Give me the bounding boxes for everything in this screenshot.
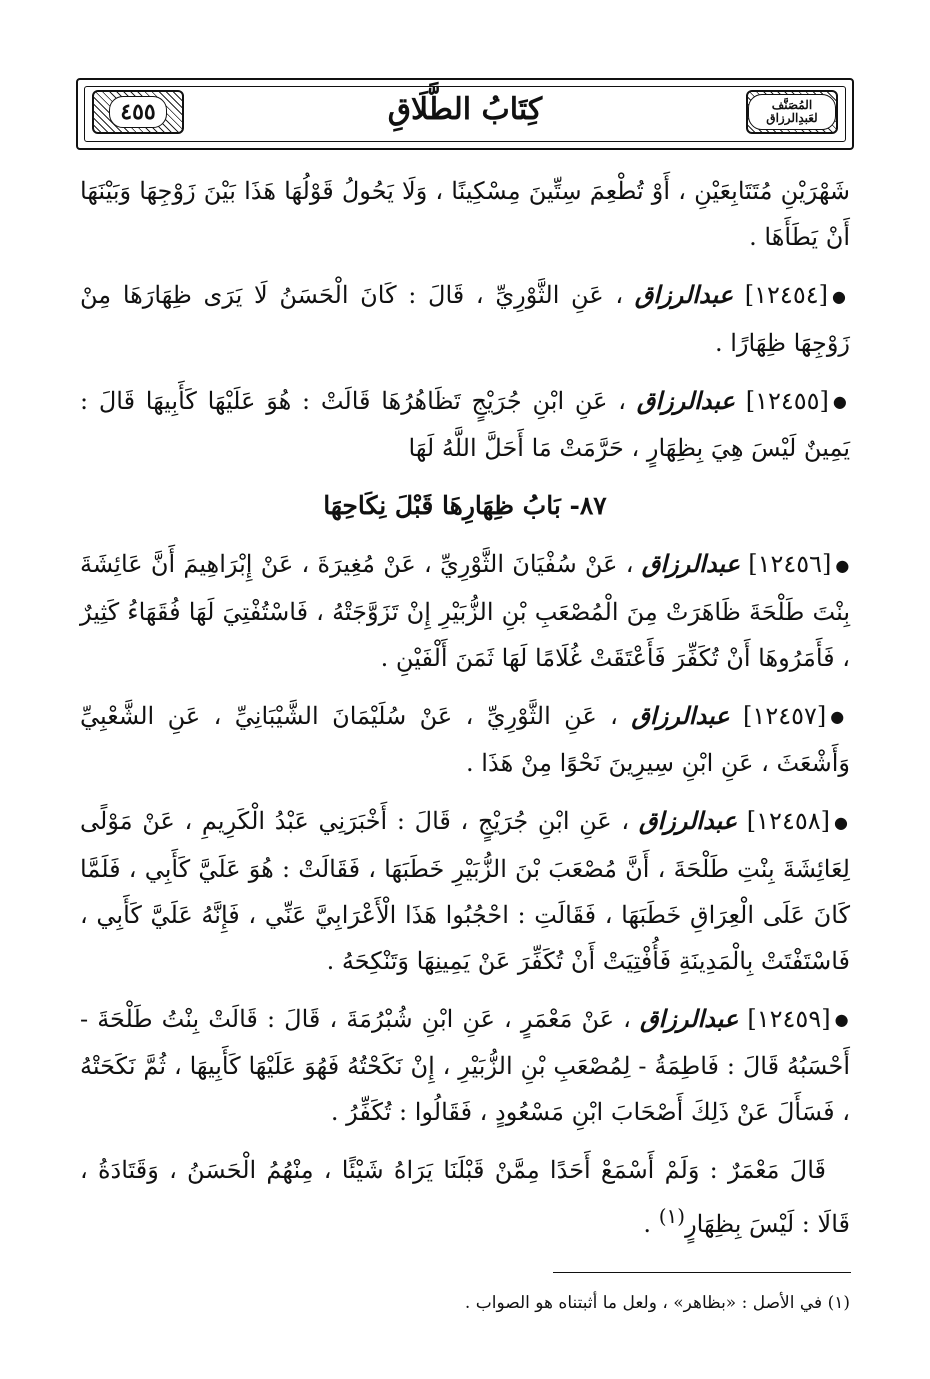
book-title: كِتَابُ الطَّلَاقِ xyxy=(387,92,543,127)
bullet-icon: ● xyxy=(831,286,850,306)
hadith-number: [١٢٤٥٦] xyxy=(748,550,832,578)
hadith-number: [١٢٤٥٧] xyxy=(743,701,827,730)
hadith-text: ، عَنِ الثَّوْرِيِّ ، قَالَ : كَانَ الْحَسَنُ لَا يَرَى ظِهَارَهَا مِنْ زَوْجِهَا ظِهَارًا . xyxy=(80,281,850,357)
book-badge: المُصَنَّف لعَبدِالرزاق xyxy=(748,94,836,130)
narrator-name: عبدالرزاق xyxy=(640,1003,739,1033)
bullet-icon: ● xyxy=(833,812,850,832)
hadith-12455 xyxy=(80,378,850,472)
closing-paragraph xyxy=(80,1147,850,1247)
main-text xyxy=(80,168,850,1259)
hadith-text: ، عَنِ ابْنِ جُرَيْجٍ ، قَالَ : أَخْبَرَنِي عَبْدُ الْكَرِيمِ ، عَنْ مَوْلًى لِعَائِشَةَ بِنْتِ طَلْحَةَ ، أَنَّ مُصْعَبَ بْنَ الزُّبَيْرِ خَطَبَهَا ، فَقَالَتْ : هُوَ عَلَيَّ كَأَبِي ، فَلَمَّا كَانَ عَلَى الْعِرَاقِ خَطَبَهَا ، فَقَالَتِ : احْجُبُوا هَذَا الْأَعْرَابِيَّ عَنِّي ، فَإِنَّهُ عَلَيَّ كَأَبِي ، فَاسْتَفْتَتْ بِالْمَدِينَةِ فَأُفْتِيَتْ أَنْ تُكَفِّرَ عَنْ يَمِينِهَا وَتَنْكِحَهُ . xyxy=(80,807,850,975)
closing-text: قَالَ مَعْمَرٌ : وَلَمْ أَسْمَعْ أَحَدًا مِمَّنْ قَبْلَنَا يَرَاهُ شَيْئًا ، مِنْهُمُ الْحَسَنُ ، وَقَتَادَةُ ، قَالَا : لَيْسَ بِظِهَارٍ xyxy=(80,1156,850,1238)
book-badge-ornament xyxy=(746,90,838,134)
narrator-name: عبدالرزاق xyxy=(638,806,738,835)
narrator-name: عبدالرزاق xyxy=(631,700,730,730)
hadith-12456 xyxy=(80,541,850,681)
hadith-12459 xyxy=(80,996,850,1136)
paragraph-text: شَهْرَيْنِ مُتَتَابِعَيْنِ ، أَوْ تُطْعِمَ سِتِّينَ مِسْكِينًا ، وَلَا يَحُولُ قَوْلُهَا هَذَا بَيْنَ زَوْجِهَا وَبَيْنَهَا أَنْ يَطَأَهَا . xyxy=(80,177,850,251)
hadith-12454 xyxy=(80,272,850,366)
footnote-divider xyxy=(553,1272,851,1273)
hadith-number: [١٢٤٥٩] xyxy=(747,1004,831,1033)
hadith-text: ، عَنِ ابْنِ جُرَيْجٍ تَظَاهُرُهَا قَالَتْ : هُوَ عَلَيْهَا كَأَبِيهَا قَالَ : يَمِينٌ لَيْسَ هِيَ بِظِهَارٍ ، حَرَّمَتْ مَا أَحَلَّ اللَّهُ لَهَا xyxy=(80,386,850,462)
footnote-marker: (١) xyxy=(658,1204,686,1228)
bullet-icon: ● xyxy=(834,1010,850,1029)
page-number: ٤٥٥ xyxy=(109,96,166,128)
hadith-12457 xyxy=(80,693,850,787)
narrator-name: عبدالرزاق xyxy=(641,549,740,578)
hadith-number: [١٢٤٥٥] xyxy=(745,386,829,415)
bullet-icon: ● xyxy=(830,707,850,726)
hadith-text: ، عَنْ سُفْيَانَ الثَّوْرِيِّ ، عَنْ مُغِيرَةَ ، عَنْ إِبْرَاهِيمَ أَنَّ عَائِشَةَ بِنْتَ طَلْحَةَ ظَاهَرَتْ مِنَ الْمُصْعَبِ بْنِ الزُّبَيْرِ إِنْ تَزَوَّجَتْهُ ، فَاسْتُفْتِيَ لَهَا فُقَهَاءُ كَثِيرٌ ، فَأَمَرُوهَا أَنْ تُكَفِّرَ فَأَعْتَقَتْ غُلَامًا لَهَا ثَمَنَ أَلْفَيْنِ . xyxy=(80,550,850,672)
page-header xyxy=(76,78,854,150)
hadith-number: [١٢٤٥٨] xyxy=(746,807,830,835)
hadith-text: ، عَنِ الثَّوْرِيِّ ، عَنْ سُلَيْمَانَ الشَّيْبَانِيِّ ، عَنِ الشَّعْبِيِّ وَأَشْعَثَ ، عَنِ ابْنِ سِيرِينَ نَحْوًا مِنْ هَذَا . xyxy=(80,701,850,777)
hadith-12458 xyxy=(80,798,850,984)
hadith-number: [١٢٤٥٤] xyxy=(744,281,828,309)
bullet-icon: ● xyxy=(832,392,850,411)
hadith-text: ، عَنْ مَعْمَرٍ ، عَنِ ابْنِ شُبْرُمَةَ ، قَالَ : قَالَتْ بِنْتُ طَلْحَةَ - أَحْسَبُهُ قَالَ : فَاطِمَةُ - لِمُصْعَبِ بْنِ الزُّبَيْرِ ، إِنْ نَكَحْتُهُ فَهُوَ عَلَيْهَا كَأَبِيهَا ، ثُمَّ نَكَحَتْهُ ، فَسَأَلَ عَنْ ذَلِكَ أَصْحَابَ ابْنِ مَسْعُودٍ ، فَقَالُوا : تُكَفِّرُ . xyxy=(80,1004,850,1126)
paragraph xyxy=(80,168,850,260)
chapter-heading: ٨٧- بَابُ ظِهَارِهَا قَبْلَ نِكَاحِهَا xyxy=(323,491,607,520)
footnote: (١) في الأصل : «بظاهر» ، ولعل ما أثبتناه هو الصواب . xyxy=(464,1293,850,1313)
narrator-name: عبدالرزاق xyxy=(636,385,735,415)
narrator-name: عبدالرزاق xyxy=(634,280,734,309)
bullet-icon: ● xyxy=(835,555,850,575)
closing-end: . xyxy=(643,1210,659,1238)
